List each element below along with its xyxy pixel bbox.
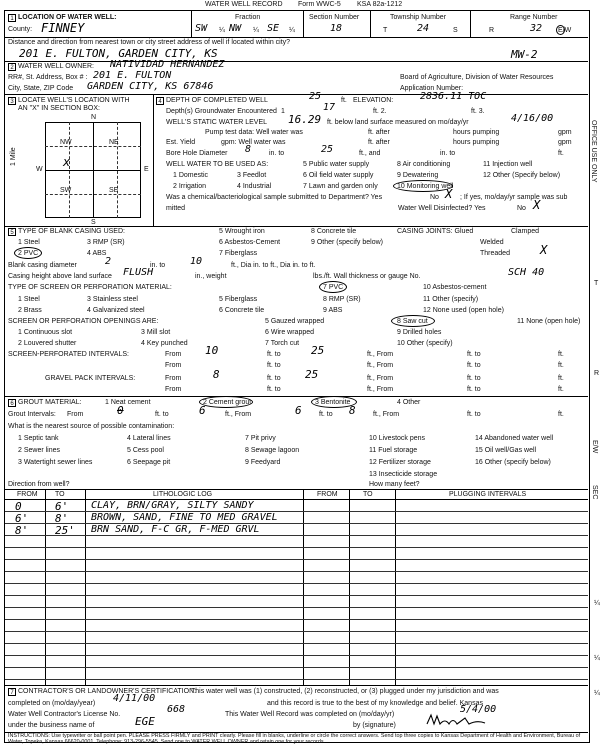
office-use-label: OFFICE USE ONLY — [590, 120, 597, 183]
log-lith-header: LITHOLOGIC LOG — [153, 491, 213, 498]
monitoring-well-option: 10 Monitoring well — [397, 183, 454, 190]
plugging-header: PLUGGING INTERVALS — [449, 491, 527, 498]
elevation-label: ELEVATION: — [353, 97, 394, 104]
application-label: Application Number: — [400, 85, 464, 92]
log-rule-line — [5, 571, 588, 572]
owner-city: GARDEN CITY, KS 67846 — [87, 81, 214, 92]
log-rule-line — [5, 679, 588, 680]
log-from-header: FROM — [17, 491, 38, 498]
casing-label: TYPE OF BLANK CASING USED: — [18, 228, 125, 235]
location-title: LOCATION OF WATER WELL: — [18, 14, 117, 21]
saw-cut-option: 8 Saw cut — [397, 318, 428, 325]
log-rule-line — [5, 655, 588, 656]
fraction-1: SW — [195, 23, 208, 34]
monitoring-well-circle — [393, 180, 453, 192]
ksa-number: KSA 82a-1212 — [357, 1, 403, 8]
business-name: EGE — [135, 715, 155, 728]
elevation-value: 2836.11 TOC — [420, 91, 487, 102]
distance-label: Distance and direction from nearest town or city street address of well if located within city? — [8, 39, 291, 46]
completed-date: 4/11/00 — [113, 693, 156, 704]
log-row-2-desc: BROWN, SAND, FINE TO MED GRAVEL — [91, 512, 278, 523]
well-id: MW-2 — [511, 48, 538, 61]
bentonite-option: 3 Bentonite — [315, 399, 351, 406]
fraction-3: SE — [267, 23, 280, 34]
log-rule-line — [5, 667, 588, 668]
screen-pvc-option: 7 PVC — [323, 284, 344, 291]
board-label: Board of Agriculture, Division of Water Resources — [400, 74, 554, 81]
log-rule-line — [5, 583, 588, 584]
grout-from-1: 0 — [117, 404, 124, 417]
log-row-1-desc: CLAY, BRN/GRAY, SILTY SANDY — [91, 500, 254, 511]
instructions: INSTRUCTIONS: Use typewriter or ball point pen. PLEASE PRESS FIRMLY and PRINT clearly. Please fill in blanks, underline or circle the correct answers. Send top three copies to Kansas Department of Health and Environment, Bureau of Water, Topeka, Kansas 66620-0001. Telephone: 913-296-5545. Send one to WATER WELL OWNER and retain one for your records. — [8, 733, 581, 745]
log-row-3-to: 25' — [55, 524, 75, 537]
log-rule-line — [5, 535, 588, 536]
log-to-header: TO — [55, 491, 65, 498]
range-number: 32 — [530, 23, 543, 34]
static-date: 4/16/00 — [511, 113, 554, 124]
form-header — [0, 0, 605, 10]
gravel-from: 8 — [213, 368, 220, 381]
grout-from-2: 6 — [295, 404, 302, 417]
grout-to-2: 8 — [349, 404, 356, 417]
casing-gauge: SCH 40 — [508, 267, 545, 278]
form-title: WATER WELL RECORD — [205, 1, 283, 8]
screen-label: TYPE OF SCREEN OR PERFORATION MATERIAL: — [8, 284, 172, 291]
cement-grout-option: 2 Cement grout — [203, 399, 252, 406]
section-number: 18 — [330, 23, 343, 34]
location-x-mark: x — [63, 155, 71, 169]
owner-title: WATER WELL OWNER: — [18, 63, 94, 70]
screen-from: 10 — [205, 344, 219, 357]
log-rule-line — [5, 559, 588, 560]
gravel-to: 25 — [305, 368, 319, 381]
log-row-2-from: 6' — [15, 512, 29, 525]
owner-name: NATIVIDAD HERNANDEZ — [110, 59, 225, 70]
log-row-3-from: 8' — [15, 524, 29, 537]
distance-value: 201 E. FULTON, GARDEN CITY, KS — [19, 47, 218, 60]
groundwater-label: Depth(s) Groundwater Encountered — [166, 108, 277, 115]
section-box-title-2: AN "X" IN SECTION BOX: — [18, 105, 100, 112]
log-rule-line — [5, 619, 588, 620]
groundwater-1: 17 — [323, 102, 336, 113]
log-row-1-from: 0 — [15, 500, 22, 513]
log-row-3-desc: BRN SAND, F-C GR, F-MED GRVL — [91, 524, 260, 535]
owner-address: 201 E. FULTON — [93, 70, 172, 81]
log-row-2-to: 8' — [55, 512, 69, 525]
log-row-1-to: 6' — [55, 500, 69, 513]
static-value: 16.29 — [288, 113, 322, 126]
bore-label: Bore Hole Diameter — [166, 150, 228, 157]
casing-diameter: 2 — [105, 256, 112, 267]
county-label: County: — [8, 26, 33, 33]
address-label: RR#, St. Address, Box # : — [8, 74, 88, 81]
casing-pvc-option: 2 PVC — [18, 250, 39, 257]
contractor-signature — [425, 712, 495, 728]
county-value: FINNEY — [41, 21, 85, 35]
fraction-label: Fraction — [235, 14, 261, 21]
record-date: 5/4/00 — [460, 704, 497, 715]
log-rule-line — [5, 595, 588, 596]
cert-label: CONTRACTOR'S OR LANDOWNER'S CERTIFICATION: — [18, 688, 197, 695]
section-number-label: Section Number — [309, 14, 360, 21]
water-well-record-form: 1 LOCATION OF WATER WELL: County: FINNEY Fraction SW ¼ NW ¼ SE ¼ Section Number 18 Township Number T 24 S Range Number R 32 E/W Distance and direction from nearest town or city street address of well if located within city? 201 E. FULTON, GARDEN CITY, KS MW-2 2 WATER WELL OWNER: NATIVIDAD HERNANDEZ RR#, St. Address, Box # : 201 E. FULTON Board of Agriculture, Division of Water Resources City, State, ZIP Code GARDEN CITY, KS 67846 Application Number: 3 LOCATE WELL'S LOCATION WITH AN "X" IN SECTION BOX: N NW NE SW SE W E S 1 Mile x 4 DEPTH OF COMPLETED WELL 25 ft. ELEVATION: 2836.11 TOC Depth(s) Groundwater Encountered 1 17 ft. 2. ft. 3. WELL'S STATIC WATER LEVEL 16.29 ft. below land surface measured on mo/day/yr 4/16/00 Pump test data: Well water was ft. after hours pumping gpm Est. Yield gpm: Well water was ft. after hours pumping gpm Bore Hole Diameter 8 in. to 25 ft., and in. to ft. WELL WATER TO BE USED AS: 5 Public water supply 8 Air conditioning 11 Injection well 1 Domestic 3 Feedlot 6 Oil field water supply 9 Dewatering 12 Other (Specify below) 2 Irrigation 4 Industrial 7 Lawn and garden only 10 Monitoring well Was a chemical/bacteriological sample submitted to Department? Yes No X ; If yes, mo/day/yr sample was sub mitted Water Well Disinfected? Yes No X 5 TYPE OF BLANK CASING USED: 1 Steel 3 RMP (SR) 2 PVC 4 ABS 5 Wrought iron 6 Asbestos-Cement 7 Fiberglass 8 Concrete tile 9 Other (specify below) CASING JOINTS: Glued Clamped Welded Threaded X Blank casing diameter 2 in. to 10 ft., Dia in. to ft., Dia in. to ft. Casing height above land surface FLUSH in., weight lbs./ft. Wall thickness or gauge No. SCH 40 TYPE OF SCREEN OR PERFORATION MATERIAL: 1 Steel 3 Stainless steel 5 Fiberglass 7 PVC 10 Asbestos-cement 2 Brass 4 Galvanized steel 6 Concrete tile 8 RMP (SR) 11 Other (specify) 9 ABS 12 None used (open hole) SCREEN OR PERFORATION OPENINGS ARE: 5 Gauzed wrapped 8 Saw cut 11 None (open hole) 1 Continuous slot 3 Mill slot 6 Wire wrapped 9 Drilled holes 2 Louvered shutter 4 Key punched 7 Torch cut 10 Other (specify) SCREEN-PERFORATED INTERVALS: From 10 ft. to 25 ft., From ft. to ft. From ft. to ft., From ft. to ft. GRAVEL PACK INTERVALS: From 8 ft. to 25 ft., From ft. to ft. From ft. to ft., From ft. to ft. 6 GROUT MATERIAL: 1 Neat cement 2 Cement grout 3 Bentonite 4 Other Grout Intervals: From 0 ft. to 6 ft., From 6 ft. to 8 ft., From ft. to ft. What is the nearest source of possible contamination: 1 Septic tank 4 Lateral lines 7 Pit privy 10 Livestock pens 14 Abandoned water well 2 Sewer lines 5 Cess pool 8 Sewage lagoon 11 Fuel storage 15 Oil well/Gas well 3 Watertight sewer lines 6 Seepage pit 9 Feedyard 12 Fertilizer storage 16 Other (specify below) 13 Insecticide storage Direction from well? How many feet? FROM TO LITHOLOGIC LOG FROM TO PLUGGING INTERVALS 0 6' CLAY, BRN/GRAY, SILTY SANDY 6' 8' BROWN, SAND, FINE TO MED GRAVEL 8' 25' BRN SAND, F-C GR, F-MED GRVL 7 CONTRACTOR'S OR LANDOWNER'S CERTIFICATION: This water well was (1) constructed, (2) reconstructed, or (3) plugged under my jurisdiction and was completed on (mo/day/year) 4/11/00 and this record is true to the best of my knowledge and belief. Kansas Water Well Contractor's License No. 668 This Water Well Record was completed on (mo/day/yr) 5/4/00 under the business name of EGE by (signature) INSTRUCTIONS: Use typewriter or ball point pen. PLEASE PRESS FIRMLY and PRINT clearly. Please fill in blanks, underline or circle the correct answers. Send top three copies to Kansas Department of Health and Environment, Bureau of Water, Topeka, Kansas 66620-0001. Telephone: 913-296-5545. Send one to WATER WELL OWNER and retain one for your records. — [4, 10, 590, 743]
license-number: 668 — [167, 704, 186, 715]
township-label: Township Number — [390, 14, 447, 21]
log-rule-line — [5, 643, 588, 644]
bore-depth: 25 — [321, 144, 334, 155]
grout-to-1: 6 — [199, 404, 206, 417]
static-label: WELL'S STATIC WATER LEVEL — [166, 119, 268, 126]
depth-value: 25 — [309, 91, 322, 102]
log-rule-line — [5, 547, 588, 548]
mile-label: 1 Mile — [10, 147, 17, 166]
grout-label: GROUT MATERIAL: — [18, 399, 82, 406]
water-use-label: WELL WATER TO BE USED AS: — [166, 161, 269, 168]
range-label: Range Number — [510, 14, 558, 21]
screen-to: 25 — [311, 344, 325, 357]
form-number: Form WWC-5 — [298, 1, 341, 8]
casing-height: FLUSH — [123, 267, 154, 278]
section-1-number: 1 — [8, 14, 16, 22]
bore-diameter: 8 — [245, 144, 252, 155]
fraction-2: NW — [229, 23, 242, 34]
log-rule-line — [5, 607, 588, 608]
casing-depth: 10 — [190, 256, 203, 267]
log-rule-line — [5, 631, 588, 632]
township-number: 24 — [417, 23, 430, 34]
depth-label: DEPTH OF COMPLETED WELL — [166, 97, 268, 104]
city-label: City, State, ZIP Code — [8, 85, 74, 92]
section-box-title-1: LOCATE WELL'S LOCATION WITH — [18, 97, 130, 104]
